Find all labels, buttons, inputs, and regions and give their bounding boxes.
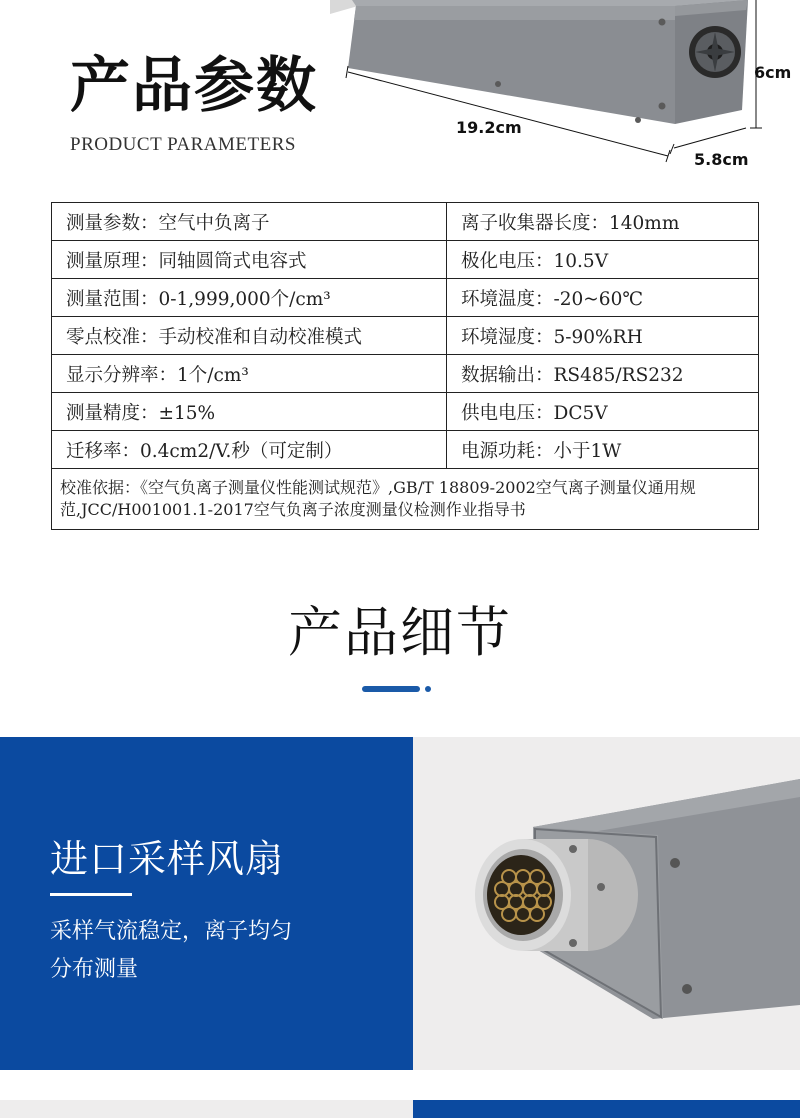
table-row (52, 355, 759, 393)
calibration-note: 校准依据：《空气负离子测量仪性能测试规范》,GB/T 18809-2002空气离子测量仪通用规范,JCC/H001001.1-2017空气负离子浓度测量仪检测作业指导书 (52, 469, 759, 530)
table-cell: 测量范围：0-1,999,000个/cm³ (52, 279, 447, 317)
table-cell: 环境湿度：5-90%RH (447, 317, 759, 355)
table-cell: 环境温度：-20~60℃ (447, 279, 759, 317)
title-dot (425, 686, 431, 692)
table-row (52, 469, 759, 530)
table-cell: 测量精度：±15% (52, 393, 447, 431)
feature-title: 进口采样风扇 (50, 837, 285, 881)
table-cell: 测量原理：同轴圆筒式电容式 (52, 241, 447, 279)
width-label: 5.8cm (694, 150, 749, 169)
parameter-table (51, 202, 759, 530)
table-row (52, 279, 759, 317)
table-cell: 测量参数：空气中负离子 (52, 203, 447, 241)
table-cell: 电源功耗：小于1W (447, 431, 759, 469)
feature-panel (0, 737, 413, 1070)
table-row (52, 317, 759, 355)
table-cell: 迁移率：0.4cm2/V.秒（可定制） (52, 431, 447, 469)
length-label: 19.2cm (456, 118, 522, 137)
title-underline (362, 686, 420, 692)
page-subtitle: PRODUCT PARAMETERS (70, 134, 296, 155)
table-row (52, 431, 759, 469)
height-label: 6cm (754, 63, 792, 82)
table-row (52, 203, 759, 241)
table-row (52, 393, 759, 431)
section-title: 产品细节 (288, 601, 512, 664)
table-cell: 零点校准：手动校准和自动校准模式 (52, 317, 447, 355)
next-section-panel (413, 1100, 800, 1118)
table-row (52, 241, 759, 279)
table-cell: 极化电压：10.5V (447, 241, 759, 279)
table-cell: 数据输出：RS485/RS232 (447, 355, 759, 393)
sampling-fan-photo (413, 737, 800, 1070)
table-cell: 显示分辨率：1个/cm³ (52, 355, 447, 393)
feature-description: 采样气流稳定，离子均匀分布测量 (50, 919, 293, 982)
table-cell: 离子收集器长度：140mm (447, 203, 759, 241)
page-title: 产品参数 (70, 51, 318, 121)
feature-divider (50, 893, 132, 896)
next-section-panel (0, 1100, 413, 1118)
table-cell: 供电电压：DC5V (447, 393, 759, 431)
